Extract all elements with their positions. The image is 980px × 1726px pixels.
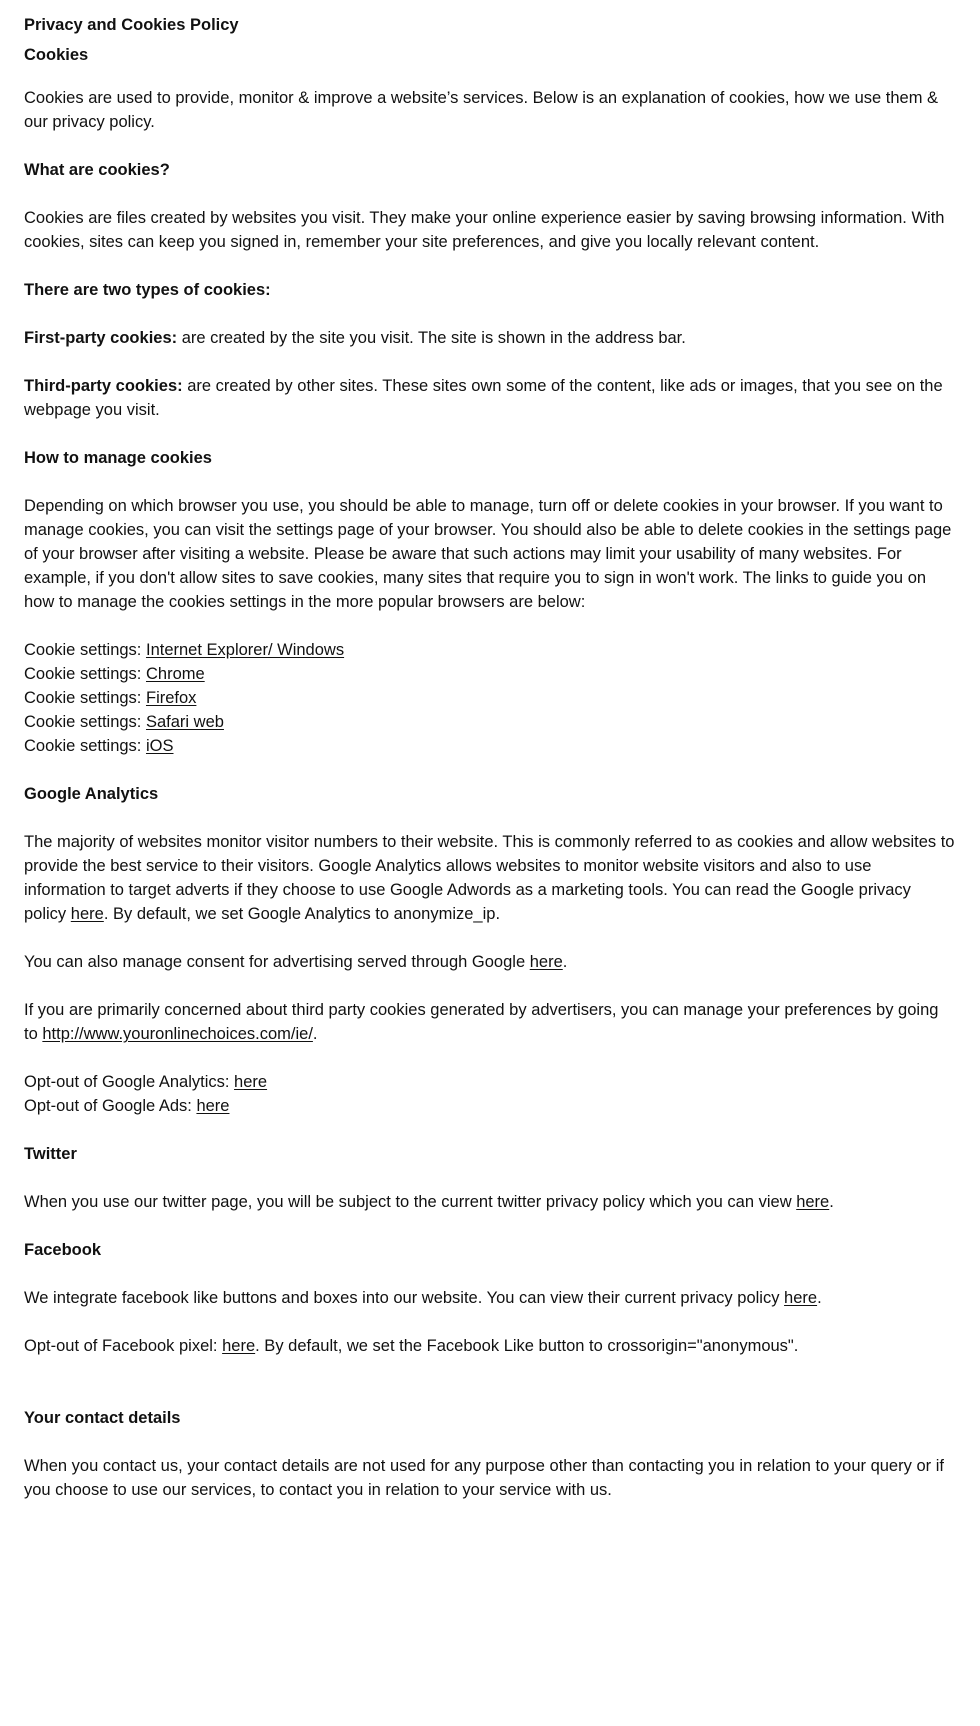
section-heading-google-analytics: Google Analytics bbox=[24, 785, 159, 803]
third-party-preferences-text-after: . bbox=[312, 1025, 318, 1043]
cookie-settings-item bbox=[24, 638, 956, 662]
optout-ads-link[interactable]: here bbox=[196, 1097, 230, 1115]
facebook-pixel-paragraph bbox=[24, 1334, 956, 1358]
optout-ads-line bbox=[24, 1094, 956, 1118]
facebook-pixel-optout-link[interactable]: here bbox=[222, 1337, 256, 1355]
what-are-cookies-paragraph: Cookies are files created by websites you visit. They make your online experience easier by saving browsing information. With cookies, sites can keep you signed in, remember your site preferences, and give you locally relevant content. bbox=[24, 209, 945, 251]
section-heading-contact-details: Your contact details bbox=[24, 1409, 181, 1427]
facebook-pixel-label: Opt-out of Facebook pixel: bbox=[24, 1337, 223, 1355]
page-title: Privacy and Cookies Policy bbox=[24, 16, 239, 34]
twitter-privacy-link[interactable]: here bbox=[796, 1193, 830, 1211]
google-consent-text: You can also manage consent for advertising served through Google bbox=[24, 953, 530, 971]
manage-cookies-paragraph: Depending on which browser you use, you should be able to manage, turn off or delete cookies in your browser. If you want to manage cookies, you can visit the settings page of your browser. You should also be able to delete cookies in the settings page of your browser after visiting a website. Please be aware that such actions may limit your usability of many websites. For example, if you don't allow sites to save cookies, many sites that require you to sign in won't work. The links to guide you on how to manage the cookies settings in the more popular browsers are below: bbox=[24, 497, 952, 611]
first-party-text: are created by the site you visit. The site is shown in the address bar. bbox=[177, 329, 686, 347]
third-party-paragraph bbox=[24, 374, 956, 422]
google-analytics-text: The majority of websites monitor visitor numbers to their website. This is commonly referred to as cookies and allow websites to provide the best service to their visitors. Google Analytics allows websites to monitor website visitors and also to use information to target adverts if they choose to use Google Adwords as a marketing tools. You can read the Google privacy policy bbox=[24, 833, 955, 923]
first-party-label: First-party cookies: bbox=[24, 329, 178, 347]
twitter-text: When you use our twitter page, you will be subject to the current twitter privacy policy which you can view bbox=[24, 1193, 797, 1211]
optout-ads-label: Opt-out of Google Ads: bbox=[24, 1097, 197, 1115]
cookie-settings-link-ie[interactable]: Internet Explorer/ Windows bbox=[145, 641, 345, 659]
facebook-text-after: . bbox=[817, 1289, 822, 1307]
facebook-paragraph bbox=[24, 1286, 956, 1310]
twitter-text-after: . bbox=[829, 1193, 834, 1211]
contact-details-paragraph: When you contact us, your contact details are not used for any purpose other than contacting you in relation to your query or if you choose to use our services, to contact you in relation to your service with us. bbox=[24, 1457, 944, 1499]
third-party-label: Third-party cookies: bbox=[24, 377, 183, 395]
page-subtitle: Cookies bbox=[24, 46, 89, 64]
intro-paragraph: Cookies are used to provide, monitor & improve a website’s services. Below is an explanation of cookies, how we use them & our privacy policy. bbox=[24, 89, 939, 131]
cookie-settings-prefix: Cookie settings: bbox=[24, 689, 146, 707]
google-consent-link[interactable]: here bbox=[529, 953, 563, 971]
cookie-settings-link-firefox[interactable]: Firefox bbox=[145, 689, 197, 707]
third-party-preferences-text: If you are primarily concerned about third party cookies generated by advertisers, you can manage your preferences by going to bbox=[24, 1001, 939, 1043]
google-consent-text-after: . bbox=[562, 953, 568, 971]
google-consent-paragraph bbox=[24, 950, 956, 974]
section-heading-manage-cookies: How to manage cookies bbox=[24, 449, 212, 467]
section-heading-twitter: Twitter bbox=[24, 1145, 77, 1163]
first-party-paragraph bbox=[24, 326, 956, 350]
cookie-settings-list bbox=[24, 638, 956, 758]
section-heading-what-are-cookies: What are cookies? bbox=[24, 161, 170, 179]
google-analytics-paragraph bbox=[24, 830, 956, 926]
cookie-settings-item bbox=[24, 734, 956, 758]
cookie-settings-item bbox=[24, 686, 956, 710]
section-heading-cookie-types: There are two types of cookies: bbox=[24, 281, 271, 299]
youronlinechoices-link[interactable]: http://www.youronlinechoices.com/ie/ bbox=[42, 1025, 313, 1043]
third-party-preferences-paragraph bbox=[24, 998, 956, 1046]
optout-analytics-link[interactable]: here bbox=[234, 1073, 268, 1091]
optout-analytics-label: Opt-out of Google Analytics: bbox=[24, 1073, 235, 1091]
section-heading-facebook: Facebook bbox=[24, 1241, 102, 1259]
cookie-settings-prefix: Cookie settings: bbox=[24, 641, 146, 659]
facebook-pixel-text-after: . By default, we set the Facebook Like button to crossorigin="anonymous". bbox=[255, 1337, 799, 1355]
cookie-settings-prefix: Cookie settings: bbox=[24, 713, 146, 731]
cookie-settings-link-chrome[interactable]: Chrome bbox=[145, 665, 205, 683]
third-party-text: are created by other sites. These sites own some of the content, like ads or images, that you see on the webpage you visit. bbox=[24, 377, 943, 419]
facebook-privacy-link[interactable]: here bbox=[784, 1289, 818, 1307]
cookie-settings-item bbox=[24, 662, 956, 686]
twitter-paragraph bbox=[24, 1190, 956, 1214]
optout-analytics-line bbox=[24, 1070, 956, 1094]
cookie-settings-prefix: Cookie settings: bbox=[24, 665, 146, 683]
cookie-settings-prefix: Cookie settings: bbox=[24, 737, 146, 755]
cookie-settings-item bbox=[24, 710, 956, 734]
cookie-settings-link-safari[interactable]: Safari web bbox=[145, 713, 224, 731]
google-analytics-text-after: . By default, we set Google Analytics to anonymize_ip. bbox=[103, 905, 501, 923]
cookie-settings-link-ios[interactable]: iOS bbox=[145, 737, 174, 755]
facebook-text: We integrate facebook like buttons and boxes into our website. You can view their current privacy policy bbox=[24, 1289, 785, 1307]
google-privacy-link[interactable]: here bbox=[70, 905, 104, 923]
